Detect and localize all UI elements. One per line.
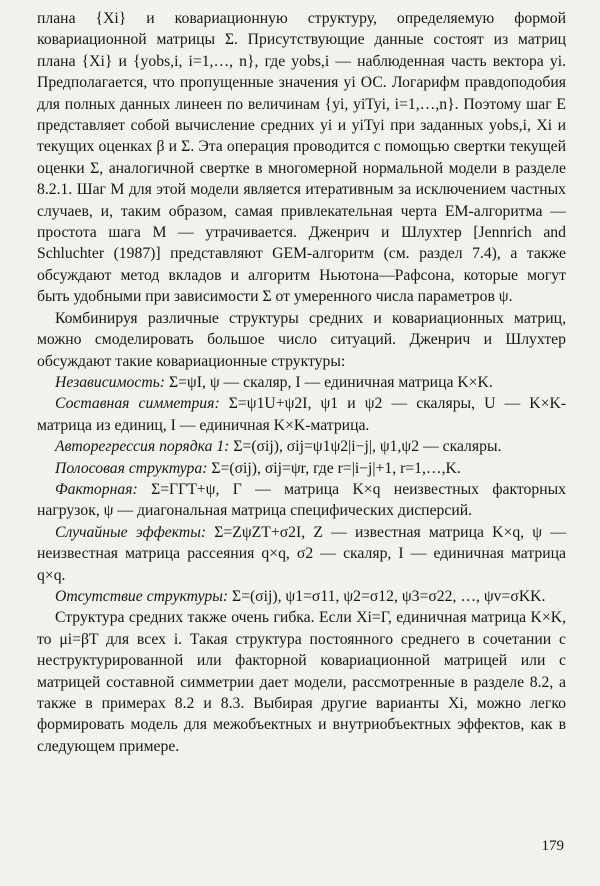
structure-label: Авторегрессия порядка 1: xyxy=(55,438,230,456)
structure-item xyxy=(37,393,566,436)
structure-item xyxy=(37,372,566,393)
page-number: 179 xyxy=(541,838,564,854)
paragraph-structures-intro: Комбинируя различные структуры средних и ковариационных матриц, можно смоделировать большое число ситуаций. Дженрич и Шлухтер обсуждают такие ковариационные структуры: xyxy=(37,309,566,370)
structure-text: Σ=(σij), σij=ψr, где r=|i−j|+1, r=1,…,K. xyxy=(211,459,461,477)
structure-text: Σ=ZψZT+σ2I, Z — известная матрица K×q, ψ — неизвестная матрица рассеяния q×q, σ2 — скаляр, I — единичная матрица q×q. xyxy=(37,523,567,584)
structure-label: Факторная: xyxy=(55,480,138,498)
structure-label: Случайные эффекты: xyxy=(55,523,207,541)
structure-item xyxy=(37,522,566,586)
structure-item xyxy=(37,586,566,607)
structure-item xyxy=(37,436,566,457)
structure-label: Полосовая структура: xyxy=(55,459,208,477)
structure-item xyxy=(37,458,566,479)
paragraph-continuation: плана {Xi} и ковариационную структуру, определяемую формой ковариационной матрицы Σ. Присутствующие данные состоят из матриц плана {Xi} и {yobs,i, i=1,…, n}, где yobs,i — наблюденная часть вектора yi. Предполагается, что пропущенные значения yi ОС. Логарифм правдоподобия для полных данных линеен по величинам {yi, yiTyi, i=1,…,n}. Поэтому шаг Е представляет собой вычисление средних yi и yiTyi при заданных yobs,i, Xi и текущих оценках β и Σ. Эта операция проводится с помощью свертки текущей оценки Σ, аналогичной свертке в многомерной нормальной модели в разделе 8.2.1. Шаг М для этой модели является итеративным за исключением частных случаев, и, таким образом, самая привлекательная черта ЕМ-алгоритма — простота шага М — утрачивается. Дженрич и Шлухтер [Jennrich and Schluchter (1987)] представляют GEM-алгоритм (см. раздел 7.4), а также обсуждают метод вкладов и алгоритм Ньютона—Рафсона, которые могут быть удобными при зависимости Σ от умеренного числа параметров ψ. xyxy=(37,10,566,306)
structure-text: Σ=ψ1U+ψ2I, ψ1 и ψ2 — скаляры, U — K×K-матрица из единиц, I — единичная K×K-матрица. xyxy=(37,395,566,434)
structure-text: Σ=(σij), ψ1=σ11, ψ2=σ12, ψ3=σ22, …, ψv=σKK. xyxy=(231,587,546,605)
structure-text: Σ=ψI, ψ — скаляр, I — единичная матрица K×K. xyxy=(168,373,493,391)
structure-label: Отсутствие структуры: xyxy=(55,587,229,605)
structure-text: Σ=(σij), σij=ψ1ψ2|i−j|, ψ1,ψ2 — скаляры. xyxy=(233,438,502,456)
structure-label: Независимость: xyxy=(55,373,166,391)
structure-label: Составная симметрия: xyxy=(55,395,220,413)
structure-text: Σ=ΓΓT+ψ, Γ — матрица K×q неизвестных факторных нагрузок, ψ — диагональная матрица специфических дисперсий. xyxy=(37,480,566,520)
structure-item xyxy=(37,479,566,522)
paragraph-closing: Структура средних также очень гибка. Если Xi=Γ, единичная матрица K×K, то μi=βT для всех i. Такая структура постоянного среднего в сочетании с неструктурированной или факторной ковариационной матрицей или с матрицей составной симметрии дает модели, рассмотренные в разделе 8.2, а также в примерах 8.2 и 8.3. Выбирая другие варианты Xi, можно легко формировать модель для межобъектных и внутриобъектных эффектов, как в следующем примере. xyxy=(37,609,566,755)
structure-list xyxy=(37,372,566,607)
